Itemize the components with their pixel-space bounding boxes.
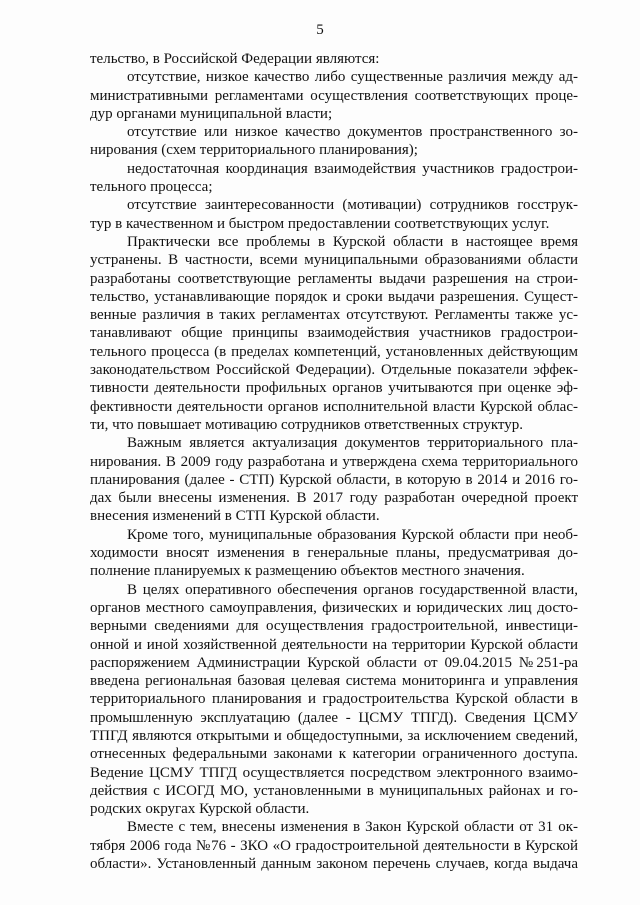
text-line: фективности деятельности органов исполнительной власти Курской облас-: [90, 398, 578, 415]
text-line: тельного процесса;: [90, 179, 213, 196]
text-line: тября 2006 года №76 - ЗКО «О градостроительной деятельности в Курской: [90, 837, 578, 854]
text-line: онной и иной хозяйственной деятельности на территории Курской области: [90, 636, 578, 653]
text-line: нирования. В 2009 году разработана и утверждена схема территориального: [90, 453, 578, 470]
page-number: 5: [316, 22, 324, 38]
text-line: введена региональная базовая целевая система мониторинга и управления: [90, 673, 578, 690]
text-line: разработаны соответствующие регламенты выдачи разрешения на строи-: [90, 270, 578, 287]
text-line: нирования (схем территориального планирования);: [90, 142, 418, 159]
text-line: дах были внесены изменения. В 2017 году разработан очередной проект: [90, 490, 578, 507]
text-line: распоряжением Администрации Курской области от 09.04.2015 №251-ра: [90, 654, 578, 671]
text-line: тельство, устанавливающие порядок и сроки выдачи разрешения. Сущест-: [90, 288, 578, 305]
text-line: верными сведениями для осуществления градостроительной, инвестици-: [90, 618, 578, 635]
text-line: ходимости вносят изменения в генеральные планы, предусматривая до-: [90, 545, 578, 562]
text-line: ТПГД являются открытыми и общедоступными, за исключением сведений,: [90, 727, 578, 744]
text-line: планирования (далее - СТП) Курской области, в которую в 2014 и 2016 го-: [90, 471, 578, 488]
text-line: дур органами муниципальной власти;: [90, 105, 333, 122]
text-line: тельство, в Российской Федерации являются:: [90, 51, 380, 67]
text-line: законодательством Российской Федерации). Отдельные показатели эффек-: [90, 362, 578, 379]
text-line: В целях оперативного обеспечения органов государственной власти,: [127, 581, 578, 598]
text-line: области». Установленный данным законом перечень случаев, когда выдача: [90, 856, 578, 873]
text-line: тур в качественном и быстром предоставлении соответствующих услуг.: [90, 215, 550, 232]
text-line: министративными регламентами осуществления соответствующих проце-: [90, 87, 578, 104]
text-line: внесения изменений в СТП Курской области.: [90, 508, 380, 525]
text-line: Кроме того, муниципальные образования Курской области при необ-: [127, 526, 578, 543]
text-line: отсутствие, низкое качество либо существенные различия между ад-: [127, 69, 578, 86]
text-line: родских округах Курской области.: [90, 801, 310, 818]
text-line: промышленную эксплуатацию (далее - ЦСМУ ТПГД). Сведения ЦСМУ: [90, 709, 578, 726]
text-line: тивности деятельности профильных органов учитываются при оценке эф-: [90, 380, 578, 397]
text-line: Ведение ЦСМУ ТПГД осуществляется посредством электронного взаимо-: [90, 764, 578, 781]
text-line: недостаточная координация взаимодействия участников градострои-: [127, 160, 578, 177]
text-line: ти, что повышает мотивацию сотрудников ответственных структур.: [90, 416, 524, 433]
text-line: отнесенных федеральными законами к категории ограниченного доступа.: [90, 746, 578, 763]
text-line: полнение планируемых к размещению объектов местного значения.: [90, 563, 525, 580]
text-line: отсутствие заинтересованности (мотивации) сотрудников госструк-: [127, 197, 578, 214]
text-line: Вместе с тем, внесены изменения в Закон Курской области от 31 ок-: [127, 819, 578, 836]
text-line: танавливают общие принципы взаимодействия участников градострои-: [90, 325, 578, 342]
text-line: Практически все проблемы в Курской области в настоящее время: [127, 233, 578, 250]
text-line: действия с ИСОГД МО, установленными в муниципальных районах и го-: [90, 782, 578, 799]
text-line: органов местного самоуправления, физических и юридических лиц досто-: [90, 599, 578, 616]
text-line: устранены. В частности, всеми муниципальными образованиями области: [90, 252, 578, 269]
text-line: отсутствие или низкое качество документов пространственного зо-: [127, 124, 578, 141]
text-line: венные различия в таких регламентах отсутствуют. Регламенты также ус-: [90, 307, 578, 324]
body-text: [90, 50, 578, 873]
text-line: тельного процесса (в пределах компетенций, установленных действующим: [90, 343, 578, 360]
text-line: Важным является актуализация документов территориального пла-: [127, 435, 578, 452]
text-line: территориального планирования и градостроительства Курской области в: [90, 691, 578, 708]
